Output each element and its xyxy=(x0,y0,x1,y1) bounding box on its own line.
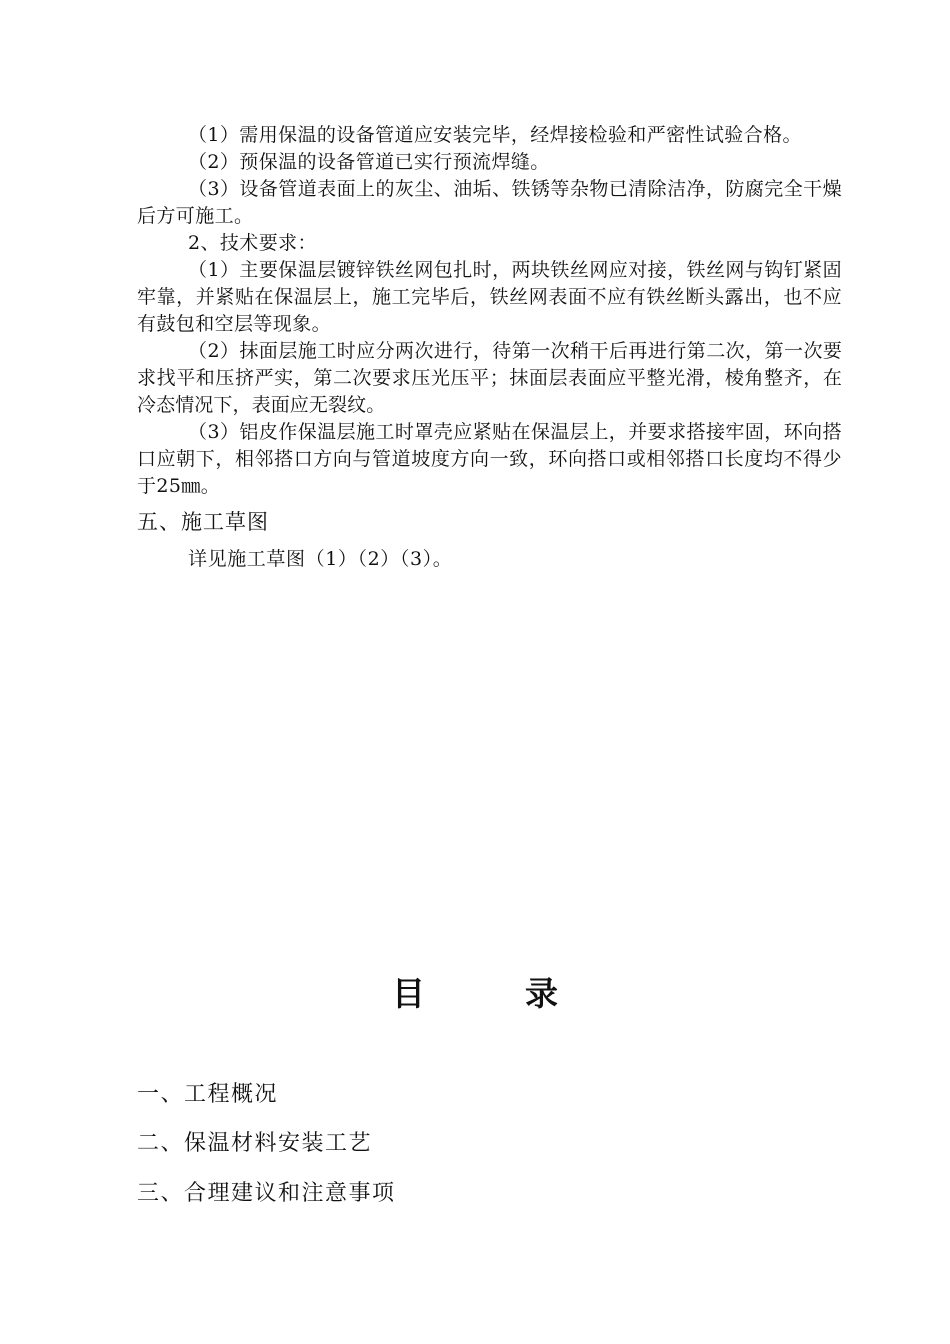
toc-item-project-overview: 一、工程概况 xyxy=(137,1082,279,1107)
paragraph-prerequisite-2: （2）预保温的设备管道已实行预流焊缝。 xyxy=(188,151,550,173)
toc-item-suggestions-notes: 三、合理建议和注意事项 xyxy=(137,1181,396,1206)
paragraph-requirement-2: （2）抹面层施工时应分两次进行，待第一次稍干后再进行第二次，第一次要求找平和压挤严实，第二次要求压光压平；抹面层表面应平整光滑，棱角整齐，在冷态情况下，表面应无裂纹。 xyxy=(137,340,842,416)
toc-title: 目录 xyxy=(392,974,658,1013)
paragraph-requirement-1: （1）主要保温层镀锌铁丝网包扎时，两块铁丝网应对接，铁丝网与钩钉紧固牢靠，并紧贴在保温层上，施工完毕后，铁丝网表面不应有铁丝断头露出，也不应有鼓包和空层等现象。 xyxy=(137,259,842,335)
subheading-technical-requirements: 2、技术要求： xyxy=(188,232,317,254)
section-heading-construction-sketch: 五、施工草图 xyxy=(137,510,269,534)
paragraph-prerequisite-1: （1）需用保温的设备管道应安装完毕，经焊接检验和严密性试验合格。 xyxy=(188,124,802,146)
toc-item-installation-process: 二、保温材料安装工艺 xyxy=(137,1131,373,1156)
paragraph-requirement-3: （3）铝皮作保温层施工时罩壳应紧贴在保温层上，并要求搭接牢固，环向搭口应朝下，相邻搭口方向与管道坡度方向一致，环向搭口或相邻搭口长度均不得少于25㎜。 xyxy=(137,421,842,497)
paragraph-prerequisite-3: （3）设备管道表面上的灰尘、油垢、铁锈等杂物已清除洁净，防腐完全干燥后方可施工。 xyxy=(137,178,842,227)
paragraph-construction-sketch: 详见施工草图（1）（2）（3）。 xyxy=(188,548,453,570)
technical-requirements-section xyxy=(137,122,842,500)
